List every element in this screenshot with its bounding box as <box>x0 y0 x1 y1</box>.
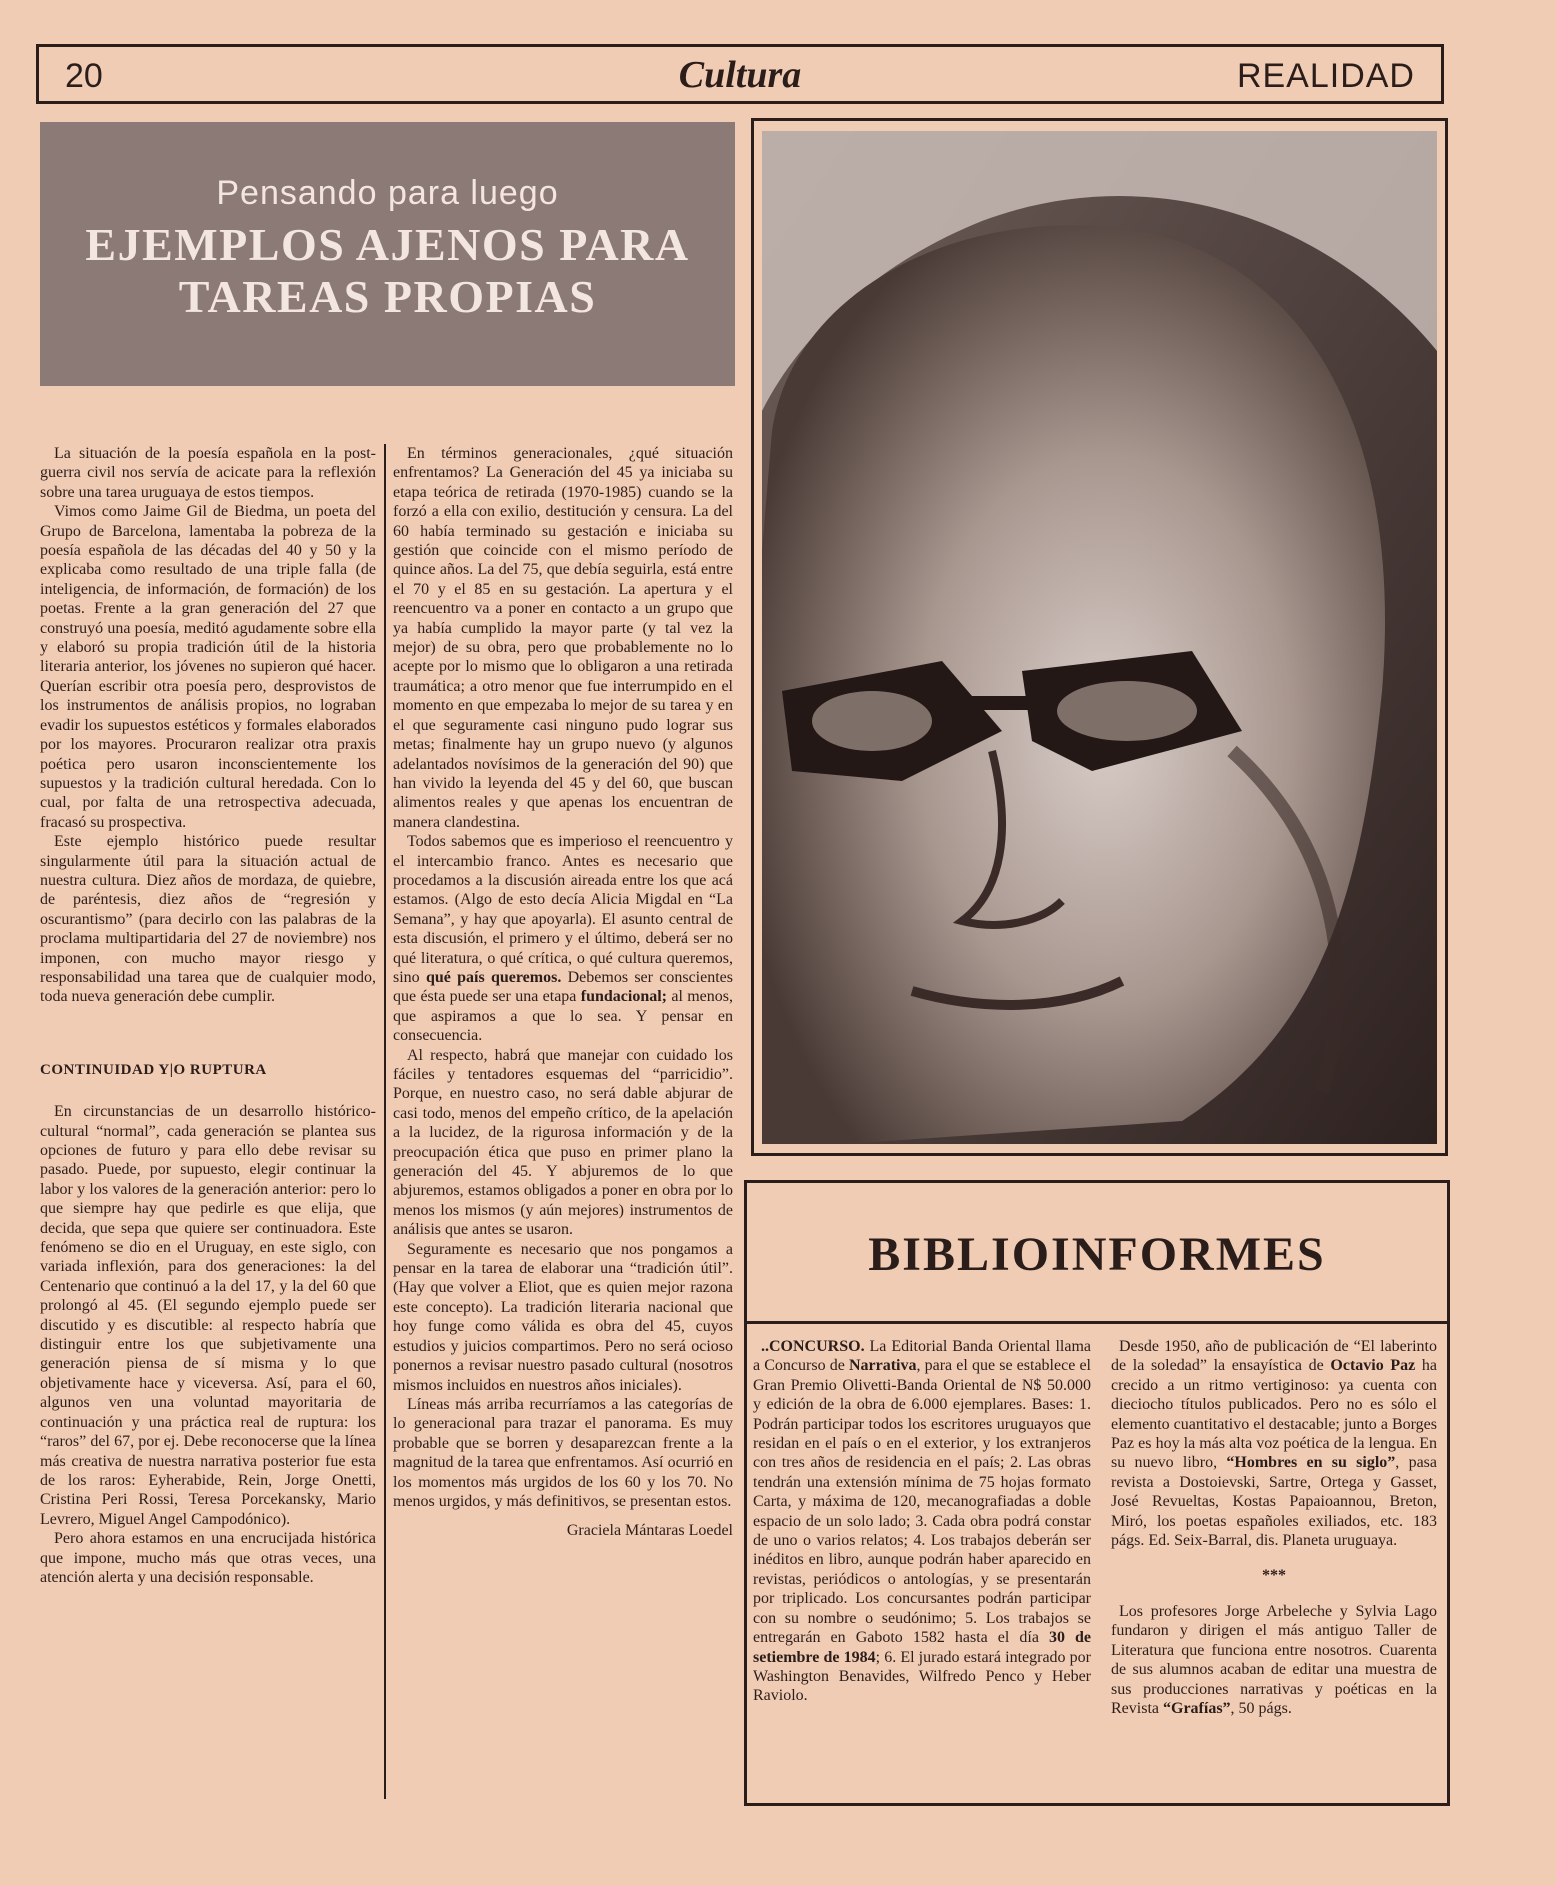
text: , para el que se establece el Gran Premio Olivetti-Banda Oriental de N$ 50.000 y edición de la obra de 6.000 ejemplares. Bases: 1. Podrán participar todos los escritores uruguayos que residan en el país o en el exterior, y los extranjeros con tres años de residencia en el país; 2. Las obras tendrán una extensión mínima de 75 hojas formato Carta, y máxima de 120, mecanografiadas a doble espacio de un solo lado; 3. Cada obra podrá constar de uno o varios relatos; 4. Los trabajos deberán ser inéditos en libro, aunque podrán haber aparecido en revistas, periódicos o antologías, y se presentarán por triplicado. Los concursantes podrán participar con su nombre o seudónimo; 5. Los trabajos se entregarán en Gaboto 1582 hasta el día <box>753 1357 1091 1647</box>
bold-text: Octavio Paz <box>1330 1357 1416 1375</box>
paragraph: Líneas más arriba recurríamos a las categorías de lo generacional para trazar el panorama. Es muy probable que se borren y desaparezcan frente a la magnitud de la tarea que enfrentamos. Así ocurrió en los momentos más urgidos de los 60 y los 70. No menos urgidos, y más definitivos, se presentan estos. <box>393 1395 733 1510</box>
biblio-column-1 <box>753 1337 1091 1706</box>
text: Todos sabemos que es imperioso el reencuentro y el intercambio franco. Antes es necesario que procedamos a la discusión aireada entre los que acá estamos. (Algo de esto decía Alicia Migdal en “La Semana”, y hay que apoyarla). El asunto central de esta discusión, el primero y el último, deberá ser no qué literatura, o qué crítica, o qué cultura queremos, sino <box>393 833 733 986</box>
bold-text: “Hombres en su siglo” <box>1226 1454 1396 1472</box>
bold-text: “Grafías” <box>1163 1699 1231 1717</box>
page-header <box>36 44 1444 104</box>
paragraph: Al respecto, habrá que manejar con cuidado los fáciles y tentadores esquemas del “parricidio”. Porque, en nuestro caso, no será dable abjurar de casi todo, menos del empeño crítico, de la apelación a la lucidez, de la rigurosa información y de la preocupación ética que puso en primer plano la generación del 45. Y abjuremos de lo que abjuremos, estamos obligados a poner en obra por lo menos los mismos (y aún mejores) instrumentos de análisis que antes se usaron. <box>393 1046 733 1239</box>
text: al menos, que aspiramos a que lo sea. Y pensar en consecuencia. <box>393 988 734 1045</box>
portrait-illustration <box>762 131 1437 1144</box>
paragraph: Vimos como Jaime Gil de Biedma, un poeta del Grupo de Barcelona, lamentaba la pobreza de la poesía española de las décadas del 40 y 50 y la explicaba como resultado de una triple falla (de inteligencia, de información, de formación) de los poetas. Frente a la gran generación del 27 que construyó una poesía, meditó agudamente sobre ella y elaboró su propia tradición útil de la historia literaria anterior, los jóvenes no supieron qué hacer. Querían escribir otra poesía pero, desprovistos de los instrumentos de análisis propios, no lograban evadir los supuestos estéticos y formales elaborados por los mayores. Procuraron realizar otra praxis poética pero usaron inconscientemente los supuestos y la tradición cultural heredada. Con lo cual, por falta de una retrospectiva adecuada, fracasó su prospectiva. <box>40 503 376 831</box>
paragraph <box>393 832 733 1045</box>
biblio-column-2 <box>1111 1337 1437 1718</box>
bold-text: fundacional; <box>580 988 667 1006</box>
paragraph: Este ejemplo histórico puede resultar singularmente útil para la situación actual de nuestra cultura. Diez años de mordaza, de quiebre, de paréntesis, diez años de “regresión y oscurantismo” (para decirlo con las palabras de la proclama multipartidaria del 27 de noviembre) nos imponen, con mucho mayor riesgo y responsabilidad una tarea que de cualquier modo, toda nueva generación debe cumplir. <box>40 833 376 1006</box>
portrait-photo <box>762 131 1437 1144</box>
article-kicker: Pensando para luego <box>216 174 559 212</box>
text: Debemos ser conscientes que ésta puede ser una etapa <box>393 968 733 1006</box>
paragraph: En términos generacionales, ¿qué situación enfrentamos? La Generación del 45 ya iniciaba su etapa teórica de retirada (1970-1985) cuando se la forzó a ella con exilio, destitución y censura. La del 60 había terminado su gestación e iniciaba su gestión que coincide con el mismo período de quince años. La del 75, que debía seguirla, está entre el 70 y el 85 en su gestación. La apertura y el reencuentro va a poner en contacto a un grupo que ya había cumplido la mayor parte (y tal vez la mejor) de su obra, pero que probablemente no lo acepte por lo mismo que lo obligaron a una retirada traumática; a otro menor que fue interrumpido en el momento en que empezaba lo mejor de su tarea y en el que seguramente casi ninguno pudo lograr sus metas; finalmente hay un grupo nuevo (y algunos adelantados novísimos de la generación del 90) que han vivido la leyenda del 45 y del 60, que buscan alimentos reales y que apenas los encuentran de manera clandestina. <box>393 445 733 831</box>
paragraph: Pero ahora estamos en una encrucijada histórica que impone, mucho más que otras veces, una atención alerta y una decisión responsable. <box>40 1530 376 1586</box>
subheading: CONTINUIDAD Y|O RUPTURA <box>40 1061 267 1078</box>
text: Los profesores Jorge Arbeleche y Sylvia Lago fundaron y dirigen el más antiguo Taller de Literatura que funciona entre nosotros. Cuarenta de sus alumnos acaban de editar una muestra de sus producciones narrativas y poéticas en la Revista <box>1111 1602 1437 1717</box>
biblioinformes-title: BIBLIOINFORMES <box>868 1228 1326 1281</box>
paragraph: En circunstancias de un desarrollo histórico-cultural “normal”, cada generación se plantea sus opciones de futuro y para ello debe revisar su pasado. Puede, por supuesto, elegir continuar la labor y los valores de la generación anterior: pero lo que siempre hay que pedirle es que elija, que decida, que sepa que quiere ser continuadora. Este fenómeno se dio en el Uruguay, en este siglo, con variada inflexión, para dos generaciones: la del Centenario que continuó a la del 17, y la del 60 que prolongó al 45. (El segundo ejemplo puede ser discutido y es discutible: al respecto habría que distinguir entre los que subjetivamente una generación piensa de sí misma y lo que objetivamente hace y viceversa. Así, para el 60, algunos ven una voluntad mayoritaria de continuación y una práctica real de ruptura: los “raros” del 67, por ej. Debe reconocerse que la línea más creativa de nuestra narrativa posterior fue esta de los raros: Eyherabide, Rein, Jorge Onetti, Cristina Peri Rossi, Teresa Porcekansky, Mario Levrero, Miguel Angel Campodónico). <box>40 1103 376 1528</box>
paragraph <box>753 1337 1091 1706</box>
article-column-2 <box>393 444 733 1804</box>
publication-name: REALIDAD <box>1236 57 1415 95</box>
bold-text: ..CONCURSO. <box>761 1338 865 1355</box>
article-title-block <box>40 122 735 386</box>
bold-text: 30 de setiembre de 1984 <box>753 1629 1091 1666</box>
portrait-photo-frame <box>751 118 1448 1156</box>
paragraph: La situación de la poesía española en la post-guerra civil nos servía de acicate para la reflexión sobre una tarea uruguaya de estos tiempos. <box>40 445 376 501</box>
article-column-1 <box>40 444 376 1794</box>
text: La Editorial Banda Oriental llama a Concurso de <box>753 1338 1091 1375</box>
bold-text: Narrativa <box>848 1357 917 1375</box>
section-title: Cultura <box>678 54 802 96</box>
page-number: 20 <box>65 57 103 95</box>
separator: *** <box>1262 1567 1286 1585</box>
paragraph <box>1111 1337 1437 1550</box>
column-divider <box>384 444 386 1799</box>
text: Desde 1950, año de publicación de “El laberinto de la soledad” la ensayística de <box>1111 1338 1437 1375</box>
biblioinformes-header <box>747 1183 1447 1324</box>
paragraph: Seguramente es necesario que nos pongamos a pensar en la tarea de elaborar una “tradición útil”. (Hay que volver a Eliot, que es quien mejor razona este concepto). La tradición literaria nacional que hoy funge como válida es obra del 45, cuyos estudios y juicios compartimos. Pero no será ocioso ponernos a revisar nuestro pasado cultural (nosotros mismos incluidos en nuestros años iniciales). <box>393 1240 733 1394</box>
biblioinformes-box <box>744 1180 1450 1806</box>
text: ; 6. El jurado estará integrado por Washington Benavides, Wilfredo Penco y Heber Raviolo. <box>753 1648 1091 1705</box>
author-signature: Graciela Mántaras Loedel <box>566 1522 733 1540</box>
text: ha crecido a un ritmo vertiginoso: ya cuenta con dieciocho títulos publicados. Pero no es sólo el elemento cuantitativo el destacable; junto a Borges Paz es hoy la más alta voz poética de la lengua. En su nuevo libro, <box>1111 1357 1438 1472</box>
text: , pasa revista a Dostoievski, Sartre, Ortega y Gasset, José Revueltas, Kostas Papaioannou, Breton, Miró, los poetas españoles exiliados, etc. 183 págs. Ed. Seix-Barral, dis. Planeta uruguaya. <box>1111 1454 1438 1550</box>
paragraph <box>1111 1602 1437 1718</box>
text: , 50 págs. <box>1230 1699 1292 1717</box>
bold-text: qué país queremos. <box>425 968 562 986</box>
article-headline: EJEMPLOS AJENOS PARA TAREAS PROPIAS <box>85 219 690 322</box>
